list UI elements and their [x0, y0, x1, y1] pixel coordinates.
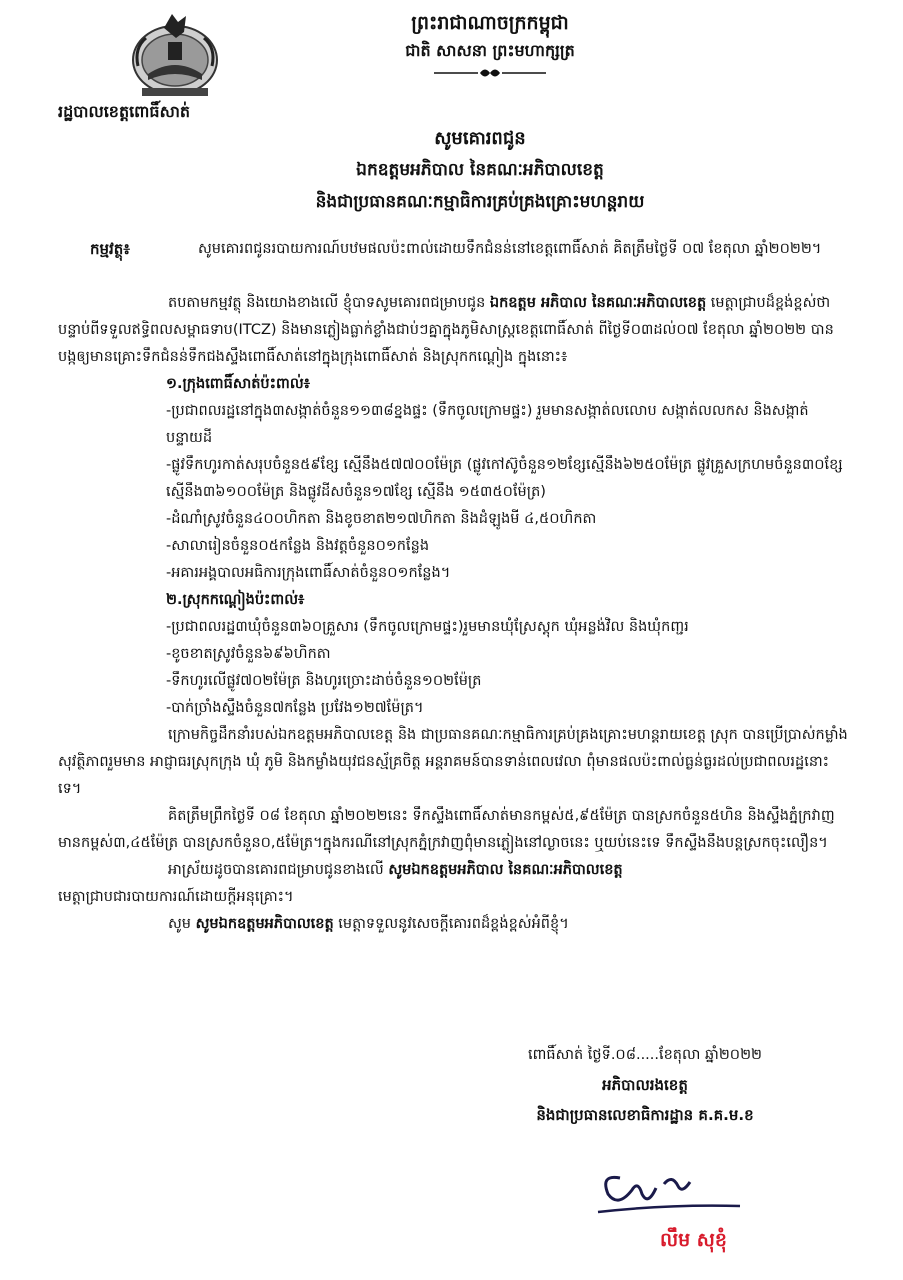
section-1-item: -អគារអង្គបាលអធិការក្រុងពោធិ៍សាត់ចំនួន០១កន្លែង។	[166, 565, 451, 581]
date-line: ពោធិ៍សាត់ ថ្ងៃទី.០៨.....ខែតុលា ឆ្នាំ២០២២	[527, 1047, 763, 1063]
section-1-item: -ប្រជាពលរដ្ឋនៅក្នុង៣សង្កាត់ចំនួន១១៣៨ខ្នងផ្ទះ (ទឹកចូលក្រោមផ្ទះ) រួមមានសង្កាត់លលោប សង្កាត់លលកស និងសង្កាត់បន្ទាយដី	[166, 403, 809, 446]
conclusion-paragraph: អាស្រ័យដូចបានគោរពជម្រាបជូនខាងលើ សូមឯកឧត្តមអភិបាល នៃគណៈអភិបាលខេត្ត	[168, 862, 623, 878]
section-2-item: -ខូចខាតស្រូវចំនួន៦៩៦ហិកតា	[166, 646, 331, 662]
report-body	[58, 290, 848, 938]
section-2-heading: ២.ស្រុកកណ្ដៀងប៉ះពាល់៖	[166, 592, 305, 608]
conclusion-addressee: សូមឯកឧត្តមអភិបាល នៃគណៈអភិបាលខេត្ត	[388, 862, 623, 878]
issuing-authority: រដ្ឋបាលខេត្តពោធិ៍សាត់	[58, 102, 191, 121]
intro-addressee: ឯកឧត្តម អភិបាល នៃគណៈអភិបាលខេត្ត	[489, 295, 707, 311]
handwritten-signature-icon	[590, 1160, 750, 1230]
section-2-item: -ប្រជាពលរដ្ឋ៣ឃុំចំនួន៣៦០គ្រួសារ (ទឹកចូលក្រោមផ្ទះ)រួមមានឃុំស្រែស្តុក ឃុំអន្លង់វិល និងឃុំកញ្ជរ	[166, 619, 689, 635]
section-1-item: -ដំណាំស្រូវចំនួន៤០០ហិកតា និងខូចខាត២១៧ហិកតា និងដំឡូងមី ៤,៥០ហិកតា	[166, 511, 597, 527]
subject-text: សូមគោរពជូនរបាយការណ៍បឋមផលប៉ះពាល់ដោយទឹកជំនន់នៅខេត្តពោធិ៍សាត់ គិតត្រឹមថ្ងៃទី ០៧ ខែតុលា ឆ្នាំ២០២២។	[198, 241, 822, 257]
closing-paragraph: សូម សូមឯកឧត្តមអភិបាលខេត្ត មេត្តាទទួលនូវសេចក្ដីគោរពដ៏ខ្ពង់ខ្ពស់អំពីខ្ញុំ។	[168, 916, 569, 932]
provincial-seal-icon	[128, 8, 222, 102]
ornament-divider-icon	[430, 66, 550, 80]
water-level-paragraph: គិតត្រឹមព្រឹកថ្ងៃទី ០៨ ខែតុលា ឆ្នាំ២០២២នេះ ទឹកស្ទឹងពោធិ៍សាត់មានកម្ពស់៥,៩៥ម៉ែត្រ បានស្រកចំនួន៥ហិន និងស្ទឹងភ្នំក្រវាញមានកម្ពស់៣,៤៥ម៉ែត្រ បានស្រកចំនួន០,៥ម៉ែត្រ។ក្នុងករណីនៅស្រុកភ្នំក្រវាញពុំមានភ្លៀងនៅល្ងាចនេះ ឬយប់នេះទេ ទឹកស្ទឹងនឹងបន្តស្រកចុះលឿន។	[58, 808, 835, 851]
national-motto: ជាតិ សាសនា ព្រះមហាក្សត្រ	[405, 41, 575, 60]
kingdom-header	[270, 8, 710, 80]
addressee-line-3: និងជាប្រធានគណៈកម្មាធិការគ្រប់គ្រងគ្រោះមហន្តរាយ	[315, 192, 645, 212]
signer-name: លឹម សុខុំ	[660, 1229, 727, 1251]
signer-title: អភិបាលរងខេត្ត	[602, 1076, 688, 1094]
signer-title-2: និងជាប្រធានលេខាធិការដ្ឋាន គ.គ.ម.ខ	[536, 1106, 754, 1124]
closing-addressee: សូមឯកឧត្តមអភិបាលខេត្ត	[195, 916, 334, 932]
kingdom-title: ព្រះរាជាណាចក្រកម្ពុជា	[411, 12, 569, 34]
intro-paragraph: តបតាមកម្មវត្ថុ និងយោងខាងលើ ខ្ញុំបាទសូមគោរពជម្រាបជូន ឯកឧត្តម អភិបាល នៃគណៈអភិបាលខេត្ត មេត្តាជ្រាបដ៏ខ្ពង់ខ្ពស់ថា បន្ទាប់ពីទទួលឥទ្ធិពលសម្ពាធទាប(ITCZ) និងមានភ្លៀងធ្លាក់ខ្លាំងជាប់ៗគ្នាក្នុងភូមិសាស្ត្រខេត្តពោធិ៍សាត់ ពីថ្ងៃទី០៣ដល់០៧ ខែតុលា ឆ្នាំ២០២២ បានបង្កឲ្យមានគ្រោះទឹកជំនន់ទឹកជងស្ទឹងពោធិ៍សាត់នៅក្នុងក្រុងពោធិ៍សាត់ និងស្រុកកណ្ដៀង ក្នុងនោះ៖	[58, 295, 834, 365]
section-1-heading: ១.ក្រុងពោធិ៍សាត់ប៉ះពាល់៖	[166, 376, 310, 392]
section-1-item: -ផ្លូវទឹកហូរកាត់សរុបចំនួន៥៩ខ្សែ ស្មើនឹង៥៧៧០០ម៉ែត្រ (ផ្លូវកៅស៊ូចំនួន១២ខ្សែស្មើនឹង៦២៥០ម៉ែត្រ ផ្លូវគ្រួសក្រហមចំនួន៣០ខ្សែ ស្មើនឹង៣៦១០០ម៉ែត្រ និងផ្លូវដីសចំនួន១៧ខ្សែ ស្មើនឹង ១៥៣៥០ម៉ែត្រ)	[166, 457, 843, 500]
signature-block	[430, 1040, 860, 1130]
addressee-line-2: ឯកឧត្តមអភិបាល នៃគណៈអភិបាលខេត្ត	[356, 160, 604, 180]
addressee-block	[100, 124, 860, 218]
section-1-item: -សាលារៀនចំនួន០៥កន្លែង និងវត្តចំនួន០១កន្លែង	[166, 538, 430, 554]
section-2-item: -ទឹកហូរលើផ្លូវ៧០២ម៉ែត្រ និងហូរច្រោះដាច់ចំនួន១០២ម៉ែត្រ	[166, 673, 482, 689]
addressee-line-1: សូមគោរពជូន	[434, 128, 526, 149]
subject-label: កម្មវត្ថុ៖	[90, 240, 130, 258]
guidance-paragraph: ក្រោមកិច្ចដឹកនាំរបស់ឯកឧត្តមអភិបាលខេត្ត និង ជាប្រធានគណៈកម្មាធិការគ្រប់គ្រងគ្រោះមហន្តរាយខេត្ត ស្រុក បានប្រើប្រាស់កម្លាំងសុវត្ថិភាពរួមមាន អាជ្ញាធរស្រុកក្រុង ឃុំ ភូមិ និងកម្លាំងយុវជនស្ម័គ្រចិត្ត អន្តរាគមន៍បានទាន់ពេលវេលា ពុំមានផលប៉ះពាល់ធ្ងន់ធ្ងរដល់ប្រជាពលរដ្ឋនោះទេ។	[58, 727, 848, 797]
section-2-item: -បាក់ច្រាំងស្ទឹងចំនួន៧កន្លែង ប្រវែង១២៧ម៉ែត្រ។	[166, 700, 424, 716]
conclusion-continuation: មេត្តាជ្រាបជារបាយការណ៍ដោយក្ដីអនុគ្រោះ។	[58, 889, 294, 905]
